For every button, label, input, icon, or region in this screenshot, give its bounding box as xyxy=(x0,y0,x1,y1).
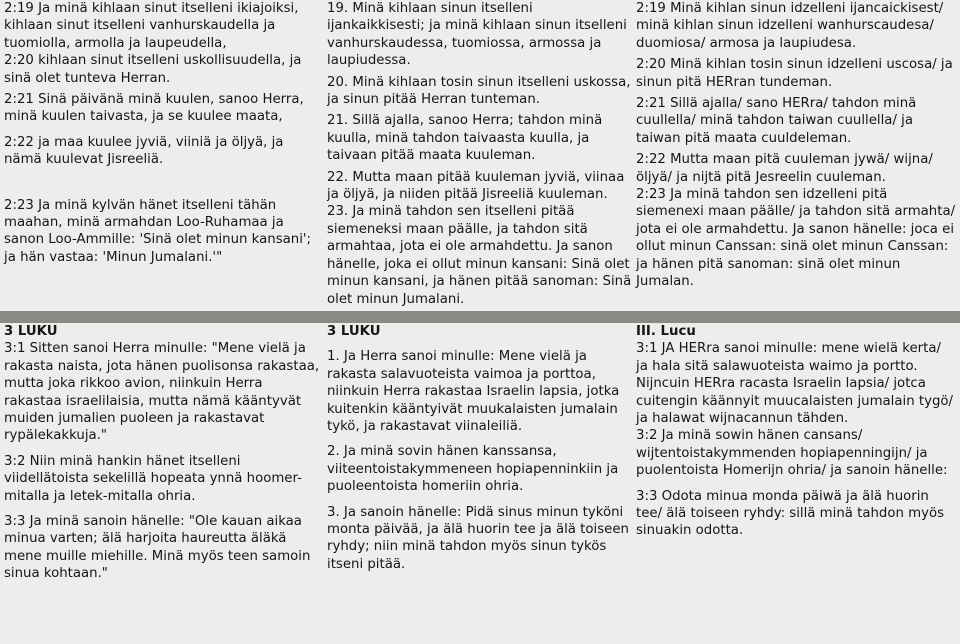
verse-22-1776: 22. Mutta maan pitää kuuleman jyviä, viinaa ja öljyä, ja niiden pitää Jisreeliä kuuleman. xyxy=(327,169,625,203)
verse-2-23-1642: 2:23 Ja minä tahdon sen idzelleni pitä siemenexi maan päälle/ ja tahdon sitä armahta/ jota ei ole armahdettu. Ja sanon hänelle: joca ei ollut minun Canssan: sinä olet minun Canssan: ja hänen pitä sanoman: sinä olet minun Jumalan. xyxy=(636,187,956,290)
verse-2-19-modern: 2:19 Ja minä kihlaan sinut itselleni ikiajoiksi, kihlaan sinut itselleni vanhurskaudella ja tuomiolla, armolla ja laupeudella, xyxy=(4,1,299,51)
verse-2-22-modern: 2:22 ja maa kuulee jyviä, viiniä ja öljyä, ja nämä kuulevat Jisreeliä. xyxy=(4,134,284,168)
verse-2-20-1642: 2:20 Minä kihlan tosin sinun idzelleni uscosa/ ja sinun pitä HERran tundeman. xyxy=(636,57,953,90)
verse-3-1776: 3. Ja sanoin hänelle: Pidä sinus minun tyköni monta päivää, ja älä huorin tee ja älä toiseen ryhdy; niin minä tahdon myös sinun tykös itseni pitää. xyxy=(327,504,629,572)
verse-3-2-1642: 3:2 Ja minä sowin hänen cansans/ wijtentoistakymmenden hopiapenningijn/ ja puolentoista Homerijn ohria/ ja sanoin hänelle: xyxy=(636,428,948,479)
verse-3-2-modern: 3:2 Niin minä hankin hänet itselleni viidellätoista sekelillä hopeata ynnä hoomer-mitalla ja letek-mitalla ohria. xyxy=(4,453,302,504)
top-middle-cell xyxy=(323,0,635,311)
verse-3-1-modern: 3:1 Sitten sanoi Herra minulle: "Mene vielä ja rakasta naista, jota hänen puolisonsa rakastaa, mutta joka rikkoo avion, niinkuin Herra rakastaa israelilaisia, mutta nämä kääntyvät muiden jumalien puoleen ja rakastavat rypälekakkuja." xyxy=(4,341,320,444)
verse-23-1776: 23. Ja minä tahdon sen itselleni pitää siemeneksi maan päälle, ja tahdon sitä armahtaa, jota ei ole armahdettu. Ja sanon hänelle, joka ei ollut minun kansani: Sinä olet minun kansani, ja hänen pitää sanoman: Sinä olet minun Jumalani. xyxy=(327,204,632,307)
verse-21-1776: 21. Sillä ajalla, sanoo Herra; tahdon minä kuulla, minä tahdon taivaasta kuulla, ja taivaan pitää maata kuuleman. xyxy=(327,113,603,164)
bottom-left-cell xyxy=(0,323,323,644)
chapter-heading-modern: 3 LUKU xyxy=(4,324,58,339)
verse-20-1776: 20. Minä kihlaan tosin sinun itselleni uskossa, ja sinun pitää Herran tunteman. xyxy=(327,74,631,108)
verse-3-3-modern: 3:3 Ja minä sanoin hänelle: "Ole kauan aikaa minua varten; älä harjoita haureutta äläkä mene muille miehille. Minä myös teen samoin sinua kohtaan." xyxy=(4,514,311,582)
bottom-right-cell xyxy=(632,323,960,644)
verse-2-19-1642: 2:19 Minä kihlan sinun idzelleni ijancaickisest/ minä kihlan sinun idzelleni wanhurscaudesa/ duomiosa/ armosa ja laupiudesa. xyxy=(636,1,944,51)
top-left-cell xyxy=(0,0,323,311)
chapter-heading-1776: 3 LUKU xyxy=(327,324,381,339)
verse-2-1776: 2. Ja minä sovin hänen kanssansa, viiteentoistakymmeneen hopiapenninkiin ja puoleentoista homeriin ohria. xyxy=(327,444,619,495)
verse-2-22-1642: 2:22 Mutta maan pitä cuuleman jywä/ wijna/ öljyä/ ja nijtä pitä Jesreelin cuuleman. xyxy=(636,152,933,185)
verse-2-21-modern: 2:21 Sinä päivänä minä kuulen, sanoo Herra, minä kuulen taivasta, ja se kuulee maata, xyxy=(4,92,304,125)
top-right-cell xyxy=(632,0,960,311)
bottom-middle-cell xyxy=(323,323,635,644)
verse-19-1776: 19. Minä kihlaan sinun itselleni ijankaikkisesti; ja minä kihlaan sinun itselleni vanhurskaudessa, tuomiossa, armossa ja laupiudessa. xyxy=(327,1,627,69)
verse-3-3-1642: 3:3 Odota minua monda päiwä ja älä huorin tee/ älä toiseen ryhdy: sillä minä tahdon myös sinuakin odotta. xyxy=(636,488,945,539)
verse-2-21-1642: 2:21 Sillä ajalla/ sano HERra/ tahdon minä cuullella/ minä tahdon taiwan cuullella/ ja taiwan pitä maata cuuldeleman. xyxy=(636,96,917,146)
verse-2-23-modern: 2:23 Ja minä kylvän hänet itselleni tähän maahan, minä armahdan Loo-Ruhamaa ja sanon Loo-Ammille: 'Sinä olet minun kansani'; ja hän vastaa: 'Minun Jumalani.'" xyxy=(4,197,312,265)
verse-2-20-modern: 2:20 kihlaan sinut itselleni uskollisuudella, ja sinä olet tunteva Herran. xyxy=(4,53,302,86)
chapter-heading-1642: III. Lucu xyxy=(636,324,696,339)
verse-1-1776: 1. Ja Herra sanoi minulle: Mene vielä ja rakasta salavuoteista vaimoa ja porttoa, niinkuin Herra rakastaa Israelin lapsia, jotka kuitenkin kääntyivät muukalaisten jumalain tykö, ja rakastavat viinaleiliä. xyxy=(327,349,620,435)
verse-3-1-1642: 3:1 JA HERra sanoi minulle: mene wielä kerta/ ja hala sitä salawuoteista waimo ja portto. Nijncuin HERra racasta Israelin lapsia/ jotca cuitengin käännyit muucalaisten jumalain tygö/ ja halawat wijnacannun tähden. xyxy=(636,341,953,427)
